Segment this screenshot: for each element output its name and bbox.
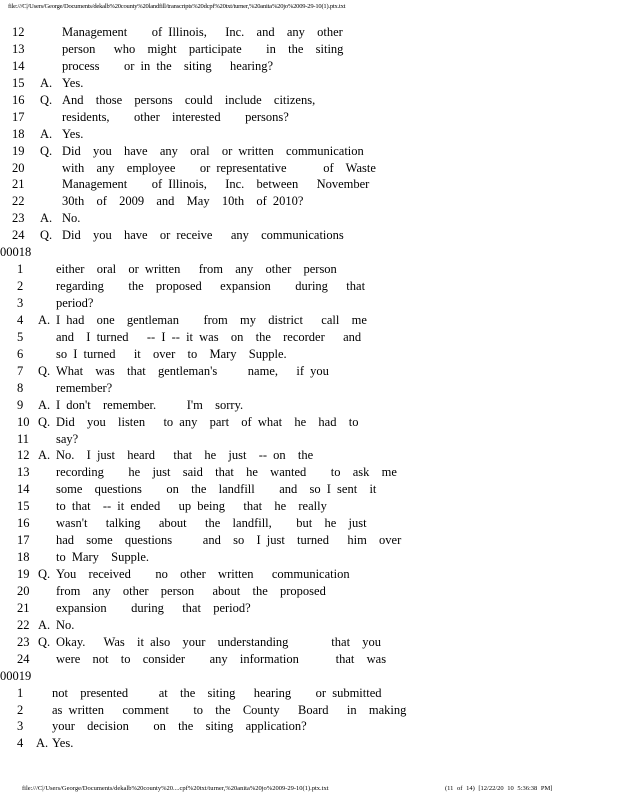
line-text: so I turned it over to Mary Supple.: [56, 346, 287, 361]
line-number: 20: [17, 583, 30, 598]
line-number: 21: [17, 600, 30, 615]
transcript-line: [0, 92, 618, 109]
line-text: to Mary Supple.: [56, 550, 150, 565]
transcript-line: [0, 160, 618, 177]
file-path-footer: file:///C|/Users/George/Documents/dekalb%20county%20....cpf%20txt/turner,%20anita%20jo%2009-29-10(1).ptx.txt: [22, 785, 329, 792]
line-number: 17: [12, 109, 25, 124]
transcript-line: [0, 549, 618, 566]
line-number: 24: [12, 228, 25, 243]
page-number-line: [0, 244, 618, 261]
transcript-line: [0, 464, 618, 481]
line-number: 18: [12, 126, 25, 141]
speaker-label: Q.: [40, 228, 53, 243]
line-number: 17: [17, 533, 30, 548]
transcript-line: [0, 634, 618, 651]
speaker-label: A.: [40, 126, 53, 141]
line-text: recording he just said that he wanted to ask me: [56, 465, 397, 480]
transcript-line: [0, 58, 618, 75]
line-number: 15: [12, 75, 25, 90]
speaker-label: Q.: [40, 143, 53, 158]
line-text: with any employee or representative of Waste: [62, 160, 376, 175]
line-text: your decision on the siting application?: [52, 719, 307, 734]
line-number: 3: [17, 296, 24, 310]
line-number: 2: [17, 279, 24, 294]
line-number: 9: [17, 397, 24, 412]
line-text: some questions on the landfill and so I sent it: [56, 482, 377, 497]
line-text: And those persons could include citizens,: [62, 92, 316, 107]
transcript-line: [0, 295, 618, 312]
transcript-line: [0, 447, 618, 464]
speaker-label: Q.: [38, 567, 51, 581]
line-text: 30th of 2009 and May 10th of 2010?: [62, 194, 304, 209]
line-number: 15: [17, 499, 30, 514]
speaker-label: A.: [36, 736, 49, 751]
transcript-line: [0, 210, 618, 227]
line-text: What was that gentleman's name, if you: [56, 363, 329, 378]
transcript-line: [0, 278, 618, 295]
transcript-line: [0, 498, 618, 515]
page-info-footer: (11 of 14) [12/22/20 10 5:36:38 PM]: [445, 785, 553, 792]
transcript-line: [0, 600, 618, 617]
line-text: You received no other written communication: [56, 567, 350, 581]
transcript-line: [0, 380, 618, 397]
speaker-label: A.: [38, 397, 51, 412]
line-text: either oral or written from any other person: [56, 262, 337, 277]
transcript-line: [0, 617, 618, 634]
transcript-line: [0, 143, 618, 160]
speaker-label: Q.: [38, 414, 51, 429]
transcript-body: [0, 24, 618, 752]
line-text: No.: [56, 617, 75, 632]
line-number: 14: [17, 482, 30, 497]
speaker-label: Q.: [40, 92, 53, 107]
line-text: Did you listen to any part of what he had to: [56, 414, 359, 429]
speaker-label: A.: [38, 617, 51, 632]
line-text: residents, other interested persons?: [62, 109, 289, 124]
transcript-line: [0, 227, 618, 244]
transcript-line: [0, 718, 618, 735]
transcript-line: [0, 109, 618, 126]
line-text: Did you have or receive any communications: [62, 228, 344, 243]
line-text: to that -- it ended up being that he really: [56, 499, 327, 514]
line-number: 1: [17, 262, 24, 277]
transcript-line: [0, 126, 618, 143]
line-text: were not to consider any information that was: [56, 651, 387, 666]
line-number: 7: [17, 363, 24, 378]
line-number: 12: [17, 448, 30, 463]
line-number: 4: [17, 736, 24, 751]
transcript-line: [0, 261, 618, 278]
line-number: 18: [17, 550, 30, 565]
line-number: 24: [17, 651, 30, 666]
transcript-line: [0, 583, 618, 600]
page-number-line: [0, 668, 618, 685]
line-text: Yes.: [62, 75, 84, 90]
transcript-line: [0, 41, 618, 58]
line-number: 3: [17, 719, 24, 734]
transcript-line: [0, 363, 618, 380]
line-number: 13: [17, 465, 30, 480]
line-text: regarding the proposed expansion during that: [56, 279, 366, 294]
line-text: and I turned -- I -- it was on the recorder and: [56, 329, 362, 344]
line-text: process or in the siting hearing?: [62, 58, 274, 73]
line-text: Okay. Was it also your understanding that you: [56, 634, 382, 649]
line-number: 22: [17, 617, 30, 632]
line-text: period?: [56, 296, 94, 310]
transcript-line: [0, 515, 618, 532]
line-number: 8: [17, 380, 24, 395]
line-number: 21: [12, 177, 25, 192]
line-text: I had one gentleman from my district call me: [56, 312, 367, 327]
line-text: Yes.: [52, 736, 74, 751]
line-text: had some questions and so I just turned him over: [56, 533, 402, 548]
line-number: 00018: [0, 245, 32, 260]
transcript-line: [0, 532, 618, 549]
line-number: 00019: [0, 668, 32, 683]
line-text: say?: [56, 431, 79, 446]
line-text: as written comment to the County Board in making: [52, 702, 407, 717]
line-text: from any other person about the proposed: [56, 583, 326, 598]
transcript-line: [0, 651, 618, 668]
transcript-line: [0, 24, 618, 41]
line-text: remember?: [56, 380, 113, 395]
speaker-label: A.: [40, 211, 53, 226]
transcript-line: [0, 75, 618, 92]
line-number: 11: [17, 431, 30, 446]
transcript-line: [0, 685, 618, 702]
line-number: 1: [17, 685, 24, 700]
line-number: 16: [17, 516, 30, 531]
speaker-label: A.: [38, 312, 51, 327]
line-text: Yes.: [62, 126, 84, 141]
line-number: 2: [17, 702, 24, 717]
line-number: 23: [17, 634, 30, 649]
line-text: No.: [62, 211, 81, 226]
transcript-line: [0, 414, 618, 431]
line-number: 5: [17, 329, 24, 344]
line-number: 16: [12, 92, 25, 107]
line-text: Management of Illinois, Inc. between November: [62, 177, 370, 192]
line-number: 19: [12, 143, 25, 158]
speaker-label: A.: [38, 448, 51, 463]
line-text: I don't remember. I'm sorry.: [56, 397, 244, 412]
line-number: 14: [12, 58, 25, 73]
transcript-line: [0, 431, 618, 448]
transcript-line: [0, 735, 618, 752]
transcript-line: [0, 481, 618, 498]
line-number: 20: [12, 160, 25, 175]
line-number: 12: [12, 25, 25, 39]
line-number: 10: [17, 414, 30, 429]
line-text: person who might participate in the siting: [62, 41, 344, 56]
line-text: not presented at the siting hearing or submitted: [52, 685, 382, 700]
speaker-label: Q.: [38, 363, 51, 378]
line-text: expansion during that period?: [56, 600, 251, 615]
speaker-label: A.: [40, 75, 53, 90]
line-text: No. I just heard that he just -- on the: [56, 448, 314, 463]
transcript-line: [0, 566, 618, 583]
transcript-line: [0, 193, 618, 210]
transcript-line: [0, 329, 618, 346]
line-text: Management of Illinois, Inc. and any other: [62, 25, 343, 39]
line-number: 13: [12, 41, 25, 56]
transcript-line: [0, 397, 618, 414]
line-number: 6: [17, 346, 24, 361]
line-number: 4: [17, 312, 24, 327]
file-path-header: file:///C|/Users/George/Documents/dekalb%20county%20landfill/transcripts%20dcpf%20txt/turner,%20anita%20jo%2009-29-10(1).ptx.txt: [8, 3, 346, 10]
speaker-label: Q.: [38, 634, 51, 649]
line-number: 22: [12, 194, 25, 209]
line-number: 23: [12, 211, 25, 226]
transcript-line: [0, 702, 618, 719]
line-text: Did you have any oral or written communication: [62, 143, 364, 158]
transcript-line: [0, 312, 618, 329]
transcript-line: [0, 346, 618, 363]
line-number: 19: [17, 567, 30, 581]
transcript-line: [0, 176, 618, 193]
line-text: wasn't talking about the landfill, but he just: [56, 516, 367, 531]
